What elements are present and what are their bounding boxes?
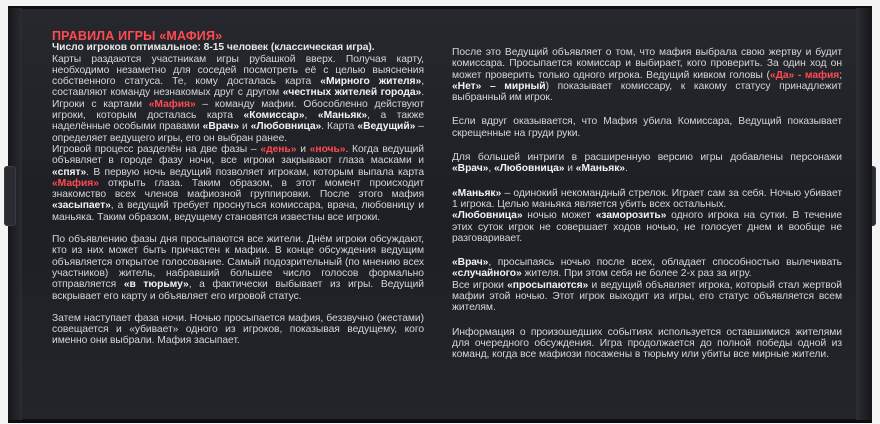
highlighted-term: «засыпает» [52,200,111,212]
text-run: , а также наделённые особыми правами [52,110,424,133]
right-notch [864,166,876,226]
text-run: , а фактически выбывает из игры. Ведущий вскрывает его карту и объявляет его игровой статус. [52,279,424,302]
highlighted-term: «Ведущий» [357,121,416,133]
rules-title: ПРАВИЛА ИГРЫ «МАФИЯ» [52,29,223,43]
text-run: ; [839,69,843,81]
text-run: открыть глаза. Таким образом, в этот момент происходит знакомство всех членов мафиозной группировки. После этого мафия [52,177,424,201]
highlighted-term: «Мафия» [148,98,196,110]
text-run: и [564,163,576,175]
highlighted-term: «случайного» [452,268,522,280]
highlighted-term: «Любовница» [452,210,523,222]
highlighted-term: «Маньяк» [452,187,502,199]
text-run: . В первую ночь ведущий позволяет игрокам, которым выпала карта [86,166,424,178]
paragraph-day [52,234,424,302]
text-run: , [304,110,318,122]
text-run: одного игрока на сутки. В течение этих суток игрок не совершает ходов ночью, не голосует днем и вообще не разговаривает. [452,210,842,244]
text-run: . Игроки с картами [52,87,424,110]
text-run: , составляют команду незнакомых друг с другом [52,76,424,99]
paragraph-cards [52,54,424,144]
text-run: . Карта [321,121,358,133]
paragraph-victim [452,280,842,314]
highlighted-term: «в тюрьму» [123,279,189,291]
text-run: . Когда ведущий объявляет в городе фазу ночи, все игроки закрывают глаза масками и [52,143,425,167]
highlighted-term: «просыпаются» [507,279,589,291]
highlighted-term: «Любовница» [250,121,322,133]
rules-box [8,6,872,423]
highlighted-term: «Любовница» [493,163,565,175]
paragraph-doctor [452,257,842,280]
paragraph-phases [52,144,424,223]
left-column [52,31,424,347]
players-count: Число игроков оптимальное: 8-15 человек (классическая игра). [52,42,375,54]
highlighted-term: «Мирного жителя» [320,76,422,88]
left-notch [4,166,16,226]
text-run: Все игроки [452,279,508,291]
right-column [452,47,842,361]
highlighted-term: «Врач» [452,257,489,269]
paragraph-maniac [452,188,842,211]
text-run: ночью может [522,210,596,222]
highlighted-term: «честных жителей города» [282,87,422,99]
paragraph-commissar-killed [452,116,842,139]
text-run: Информация о произошедших событиях используется оставшимися жителями для очередного обсуждения. Игра продолжается до полной победы одной из команд, когда все мафиози посажены в тюрьму или убиты все мирные жители. [452,326,842,361]
text-run: – команду мафии. Обособленно действуют игроки, которым досталась карта [52,98,424,122]
text-run: Если вдруг оказывается, что Мафия убила Комиссара, Ведущий показывает скрещенные на груди руки. [452,116,842,139]
highlighted-term: «Маньяк» [575,163,625,175]
paragraph-mistress [452,210,842,244]
text-run: . [624,163,628,175]
text-run: – одинокий некомандный стрелок. Играет сам за себя. Ночью убивает 1 игрока. Целью маньяка является убить всех остальных. [452,187,842,210]
highlighted-term: «ночь» [309,143,346,155]
text-run: Игровой процесс разделён на две фазы – [52,143,261,155]
paragraph-night [52,313,424,347]
highlighted-term: «день» [260,143,297,155]
text-run: Для большей интриги в расширенную версию игры добавлены персонажи [452,152,842,164]
text-run: , а ведущий требует проснуться комиссара, врача, любовницу и маньяка. Таким образом, ведущему становятся известны все игроки. [52,200,424,223]
text-run: – определяет ведущего игры, его он выбран ранее. [52,121,424,144]
text-run: , [488,163,494,175]
paragraph-commissar [452,47,842,103]
text-run: ) показывает комиссару, к какому статусу принадлежит выбранный им игрок. [452,80,842,104]
highlighted-term: «Маньяк» [317,110,368,122]
highlighted-term: «спят» [52,166,87,178]
text-run: и ведущий объявляет игрока, который стал жертвой мафии этой ночью. Этот игрок выходит из игры, его статус объявляется всем жителям. [452,279,842,314]
text-run: После это Ведущий объявляет о том, что мафия выбрала свою жертву и будит комиссара. Просыпается комиссар и выбирает, кого проверить. За один ход он может проверить только одного игрока. Ведущий кивком головы ( [452,47,842,81]
text-run: жителя. При этом себя не более 2-х раз за игру. [521,268,752,280]
highlighted-term: «Врач» [202,121,239,133]
highlighted-term: «заморозить» [595,210,667,222]
paragraph-extended [452,152,842,175]
text-run: и [239,121,251,133]
highlighted-term: «Комиссар» [243,110,305,122]
highlighted-term: «Да» - мафия [769,69,840,81]
highlighted-term: «Нет» – мирный [452,80,546,92]
highlighted-term: «Врач» [452,163,489,175]
text-run: Карты раздаются участникам игры рубашкой вверх. Получая карту, необходимо незаметно для соседей посмотреть её с целью выяснения собственного статуса. Те, кому досталась карта [52,53,424,88]
text-run: и [296,143,310,155]
highlighted-term: «Мафия» [52,177,99,189]
paragraph-discussion [452,327,842,361]
text-run: , просыпаясь ночью после всех, обладает способностью вылечивать [488,257,842,269]
text-run: Затем наступает фаза ночи. Ночью просыпается мафия, беззвучно (жестами) совещается и «убивает» одного из игроков, показывая ведущему, кого именно они выбрали. Мафия засыпает. [52,312,424,347]
text-run: По объявлению фазы дня просыпаются все жители. Днём игроки обсуждают, кто из них может быть причастен к мафии. В конце обсуждения ведущим объявляется открытое голосование. Самый подозрительный (по мнению всех участников) житель, набравший большее число голосов формально отправляется [52,234,424,291]
